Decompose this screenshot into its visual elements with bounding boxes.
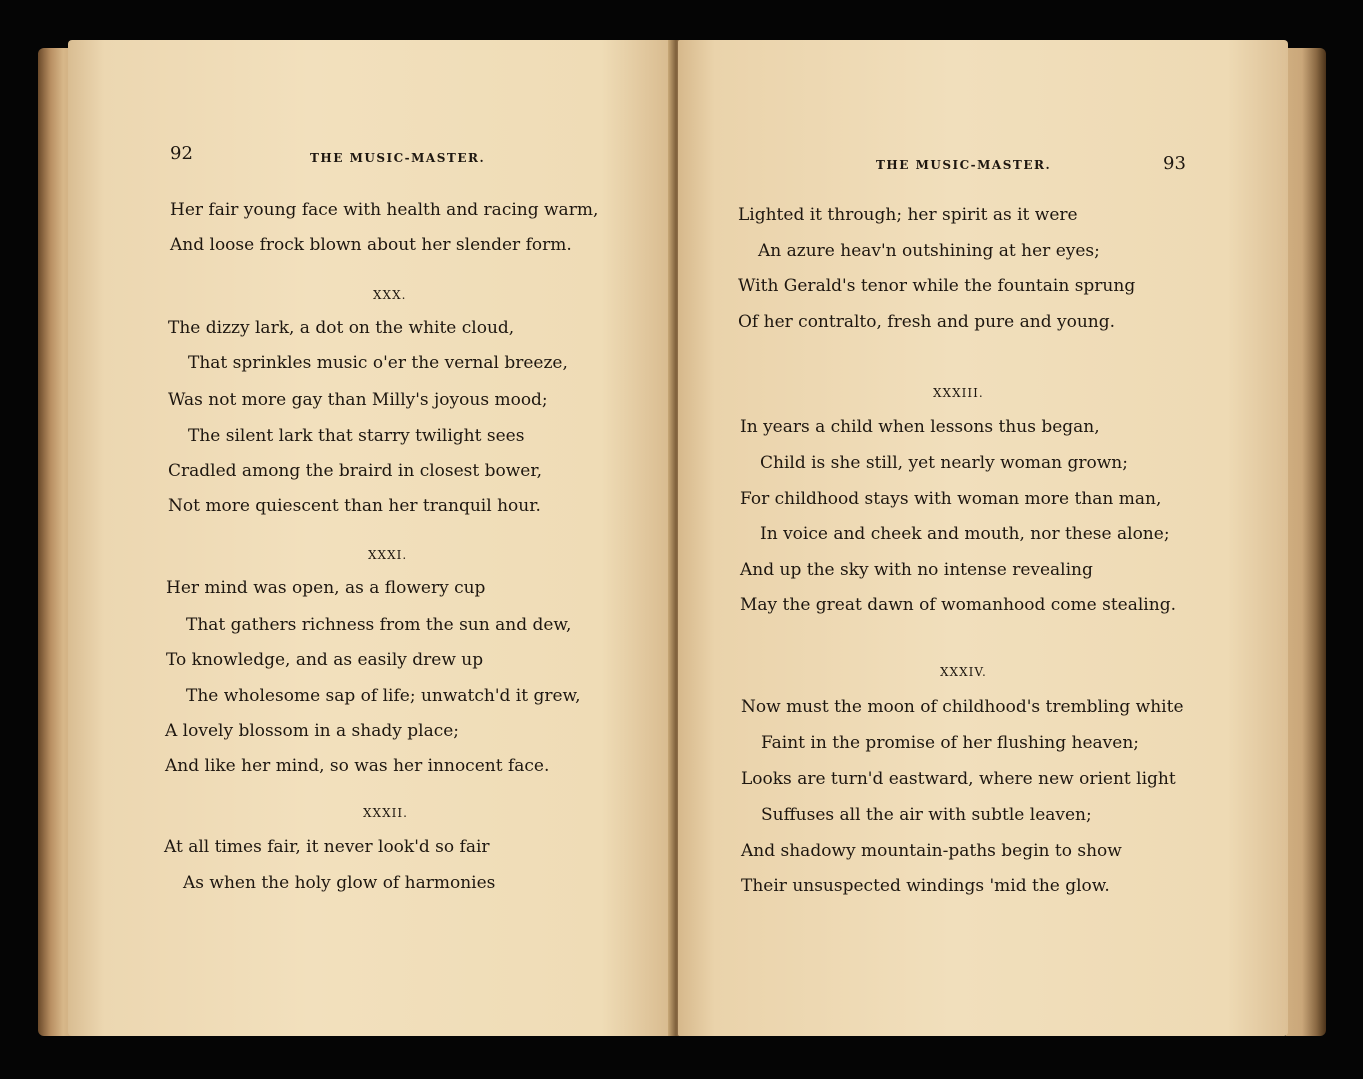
- verse-line: To knowledge, and as easily drew up: [166, 650, 484, 670]
- verse-line: For childhood stays with woman more than man,: [740, 489, 1162, 509]
- verse-line: And loose frock blown about her slender form.: [170, 235, 572, 255]
- verse-line: Her mind was open, as a flowery cup: [166, 578, 486, 598]
- verse-line: Suffuses all the air with subtle leaven;: [761, 805, 1092, 825]
- stanza-number: XXXI.: [368, 548, 408, 562]
- verse-line: May the great dawn of womanhood come stealing.: [740, 595, 1176, 615]
- verse-line: Her fair young face with health and racing warm,: [170, 200, 599, 220]
- verse-line: Child is she still, yet nearly woman grown;: [760, 453, 1128, 473]
- verse-line: That gathers richness from the sun and dew,: [186, 615, 572, 635]
- running-head: THE MUSIC-MASTER.: [310, 151, 486, 165]
- verse-line: Now must the moon of childhood's trembling white: [741, 697, 1184, 717]
- verse-line: A lovely blossom in a shady place;: [165, 721, 460, 741]
- verse-line: That sprinkles music o'er the vernal breeze,: [188, 353, 568, 373]
- page-number: 92: [170, 143, 193, 164]
- verse-line: In years a child when lessons thus began,: [740, 417, 1100, 437]
- verse-line: As when the holy glow of harmonies: [183, 873, 496, 893]
- verse-line: An azure heav'n outshining at her eyes;: [758, 241, 1100, 261]
- verse-line: Lighted it through; her spirit as it were: [738, 205, 1078, 225]
- stanza-number: XXX.: [373, 288, 407, 302]
- open-book: [38, 40, 1326, 1040]
- verse-line: Their unsuspected windings 'mid the glow.: [741, 876, 1110, 896]
- stanza-number: XXXII.: [363, 806, 408, 820]
- verse-line: And like her mind, so was her innocent face.: [165, 756, 550, 776]
- verse-line: The dizzy lark, a dot on the white cloud,: [168, 318, 515, 338]
- page-number: 93: [1163, 153, 1186, 174]
- verse-line: With Gerald's tenor while the fountain sprung: [738, 276, 1136, 296]
- right-page-edges: [1286, 48, 1326, 1036]
- verse-line: Of her contralto, fresh and pure and young.: [738, 312, 1116, 332]
- verse-line: Not more quiescent than her tranquil hour.: [168, 496, 541, 516]
- verse-line: And up the sky with no intense revealing: [740, 560, 1093, 580]
- verse-line: And shadowy mountain-paths begin to show: [741, 841, 1122, 861]
- right-page: [678, 40, 1288, 1036]
- verse-line: Looks are turn'd eastward, where new orient light: [741, 769, 1176, 789]
- running-head: THE MUSIC-MASTER.: [876, 158, 1052, 172]
- verse-line: At all times fair, it never look'd so fair: [164, 837, 490, 857]
- verse-line: Faint in the promise of her flushing heaven;: [761, 733, 1140, 753]
- stanza-number: XXXIV.: [940, 665, 987, 679]
- verse-line: The wholesome sap of life; unwatch'd it grew,: [186, 686, 581, 706]
- stanza-number: XXXIII.: [933, 386, 984, 400]
- verse-line: The silent lark that starry twilight sees: [188, 426, 525, 446]
- verse-line: In voice and cheek and mouth, nor these alone;: [760, 524, 1170, 544]
- verse-line: Was not more gay than Milly's joyous mood;: [168, 390, 548, 410]
- left-page: [68, 40, 674, 1036]
- verse-line: Cradled among the braird in closest bower,: [168, 461, 543, 481]
